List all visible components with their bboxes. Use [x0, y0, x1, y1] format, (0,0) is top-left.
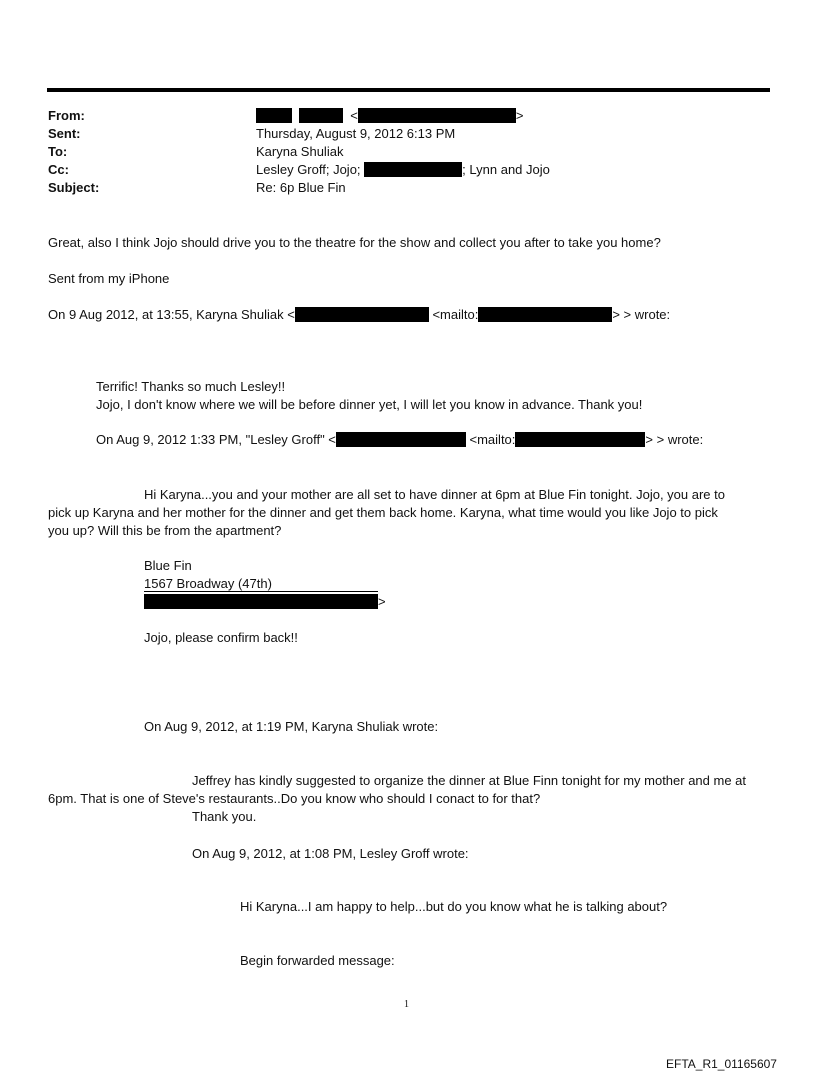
- redaction-block: [358, 108, 516, 123]
- redaction-block: [295, 307, 429, 322]
- from-label: From:: [48, 108, 85, 123]
- address-redacted: >: [144, 593, 386, 610]
- redaction-block: [144, 594, 378, 609]
- redaction-block: [336, 432, 466, 447]
- paragraph-line: 6pm. That is one of Steve's restaurants..Do you know who should I conact to for that?: [48, 791, 541, 806]
- to-value: Karyna Shuliak: [256, 144, 344, 159]
- to-label: To:: [48, 144, 68, 159]
- cc-value: Lesley Groff; Jojo; ; Lynn and Jojo: [256, 162, 550, 177]
- reply-line: Jojo, I don't know where we will be before dinner yet, I will let you know in advance. Thank you!: [96, 397, 643, 412]
- underline: [144, 591, 378, 592]
- sent-value: Thursday, August 9, 2012 6:13 PM: [256, 126, 456, 141]
- redaction-block: [478, 307, 612, 322]
- from-value: < >: [256, 107, 523, 124]
- address-line: 1567 Broadway (47th): [144, 576, 272, 591]
- paragraph-line: Hi Karyna...I am happy to help...but do you know what he is talking about?: [240, 899, 668, 914]
- sent-label: Sent:: [48, 126, 81, 141]
- address-line: Blue Fin: [144, 558, 192, 573]
- paragraph-line: Hi Karyna...you and your mother are all set to have dinner at 6pm at Blue Fin tonight. Jojo, you are to: [144, 487, 725, 502]
- forwarded-label: Begin forwarded message:: [240, 953, 395, 968]
- reply-line: Terrific! Thanks so much Lesley!!: [96, 379, 286, 394]
- paragraph-line: Thank you.: [192, 809, 257, 824]
- quote-header: On Aug 9, 2012, at 1:19 PM, Karyna Shuliak wrote:: [144, 719, 439, 734]
- confirm-line: Jojo, please confirm back!!: [144, 630, 298, 645]
- paragraph-line: pick up Karyna and her mother for the dinner and get them back home. Karyna, what time would you like Jojo to pick: [48, 505, 718, 520]
- redaction-block: [299, 108, 343, 123]
- page-number: 1: [404, 999, 409, 1010]
- header-rule: [47, 88, 770, 92]
- subject-value: Re: 6p Blue Fin: [256, 180, 346, 195]
- paragraph-line: you up? Will this be from the apartment?: [48, 523, 282, 538]
- quote-header: On 9 Aug 2012, at 13:55, Karyna Shuliak < <mailto: > > wrote:: [48, 307, 671, 322]
- quote-header: On Aug 9, 2012 1:33 PM, "Lesley Groff" < <mailto: > > wrote:: [96, 432, 704, 447]
- body-line: Great, also I think Jojo should drive you to the theatre for the show and collect you after to take you home?: [48, 235, 661, 250]
- paragraph-line: Jeffrey has kindly suggested to organize the dinner at Blue Finn tonight for my mother and me at: [192, 773, 747, 788]
- quote-header: On Aug 9, 2012, at 1:08 PM, Lesley Groff wrote:: [192, 846, 469, 861]
- redaction-block: [515, 432, 645, 447]
- subject-label: Subject:: [48, 180, 100, 195]
- redaction-block: [256, 108, 292, 123]
- cc-label: Cc:: [48, 162, 69, 177]
- redaction-block: [364, 162, 462, 177]
- signature-line: Sent from my iPhone: [48, 271, 170, 286]
- bates-id: EFTA_R1_01165607: [666, 1057, 777, 1071]
